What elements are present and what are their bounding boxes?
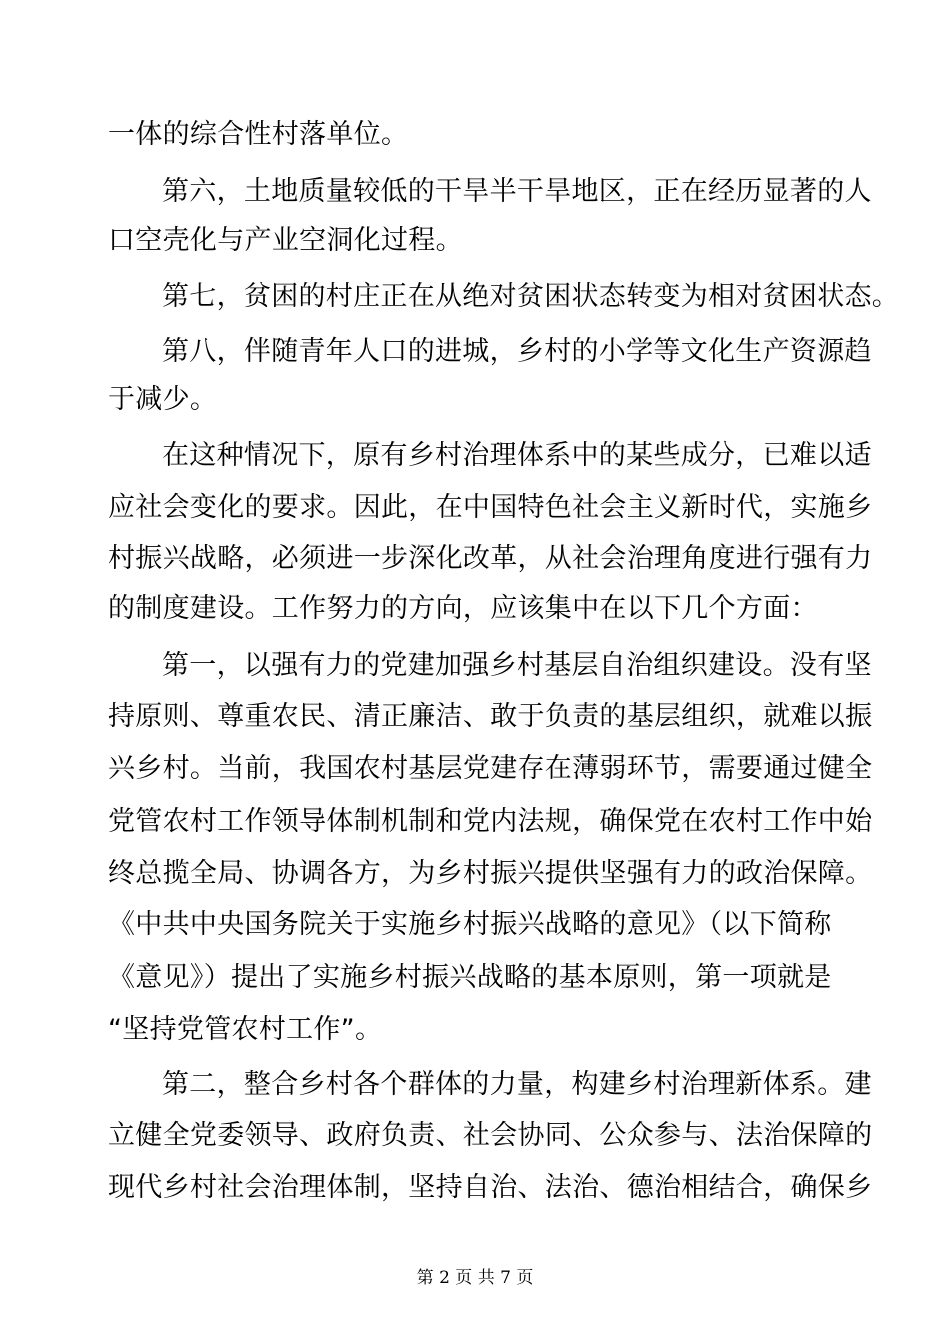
text-line-11: 第一，以强有力的党建加强乡村基层自治组织建设。没有坚 (162, 650, 872, 681)
text-line-1: 一体的综合性村落单位。 (108, 119, 409, 150)
text-line-4: 第七，贫困的村庄正在从绝对贫困状态转变为相对贫困状态。 (162, 281, 900, 312)
text-line-2: 第六，土地质量较低的干旱半干旱地区，正在经历显著的人 (162, 176, 872, 207)
page-number-footer: 第 2 页 共 7 页 (416, 1268, 534, 1288)
text-line-13: 兴乡村。当前，我国农村基层党建存在薄弱环节，需要通过健全 (108, 753, 873, 784)
text-line-18: “坚持党管农村工作”。 (108, 1014, 383, 1045)
text-line-8: 应社会变化的要求。因此，在中国特色社会主义新时代，实施乡 (108, 492, 873, 523)
text-line-20: 立健全党委领导、政府负责、社会协同、公众参与、法治保障的 (108, 1120, 873, 1151)
text-line-14: 党管农村工作领导体制机制和党内法规，确保党在农村工作中始 (108, 806, 873, 837)
text-line-15: 终总揽全局、协调各方，为乡村振兴提供坚强有力的政治保障。 (108, 858, 873, 889)
text-line-12: 持原则、尊重农民、清正廉洁、敢于负责的基层组织，就难以振 (108, 701, 873, 732)
text-line-21: 现代乡村社会治理体制，坚持自治、法治、德治相结合，确保乡 (108, 1172, 873, 1203)
text-line-17: 《意见》）提出了实施乡村振兴战略的基本原则，第一项就是 (108, 962, 832, 993)
text-line-6: 于减少。 (108, 384, 218, 415)
text-line-9: 村振兴战略，必须进一步深化改革，从社会治理角度进行强有力 (108, 543, 873, 574)
text-line-10: 的制度建设。工作努力的方向，应该集中在以下几个方面： (108, 593, 818, 624)
text-line-19: 第二，整合乡村各个群体的力量，构建乡村治理新体系。建 (162, 1069, 872, 1100)
text-line-3: 口空壳化与产业空洞化过程。 (108, 225, 463, 256)
text-line-16: 《中共中央国务院关于实施乡村振兴战略的意见》（以下简称 (108, 909, 832, 940)
text-line-5: 第八，伴随青年人口的进城，乡村的小学等文化生产资源趋 (162, 336, 872, 367)
text-line-7: 在这种情况下，原有乡村治理体系中的某些成分，已难以适 (162, 440, 872, 471)
